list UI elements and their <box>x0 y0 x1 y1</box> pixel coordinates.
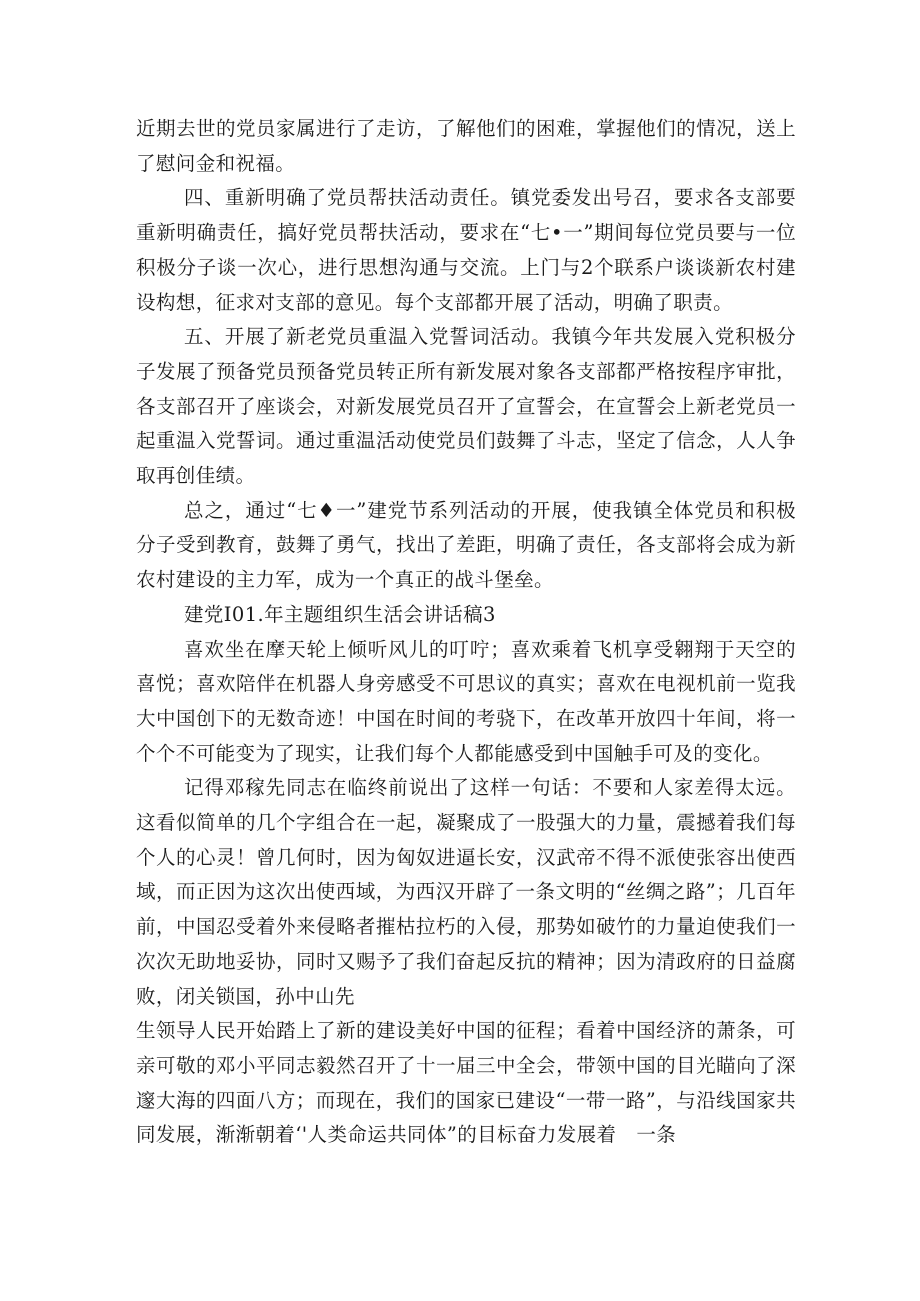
paragraph-summary: 总之，通过“七♦一”建党节系列活动的开展，使我镇全体党员和积极分子受到教育，鼓舞了勇气，找出了差距，明确了责任，各支部将会成为新农村建设的主力军，成为一个真正的战斗堡垒。 <box>136 498 796 592</box>
paragraph-continued: 近期去世的党员家属进行了走访，了解他们的困难，掌握他们的情况，送上了慰问金和祝福。 <box>136 117 796 175</box>
paragraph-history: 记得邓稼先同志在临终前说出了这样一句话：不要和人家差得太远。这看似简单的几个字组合在一起，凝聚成了一股强大的力量，震撼着我们每个人的心灵！曾几何时，因为匈奴进逼长安，汉武帝不得不派使张容出使西域，而正因为这次出使西域，为西汉开辟了一条文明的“丝绸之路”；几百年前，中国忍受着外来侵略者摧枯拉朽的入侵，那势如破竹的力量迫使我们一次次无助地妥协，同时又赐予了我们奋起反抗的精神；因为清政府的日益腐败，闭关锁国，孙中山先 <box>136 776 796 1008</box>
paragraph-speech-intro: 喜欢坐在摩天轮上倾听风儿的叮咛；喜欢乘着飞机享受翱翔于天空的喜悦；喜欢陪伴在机器人身旁感受不可思议的真实；喜欢在电视机前一览我大中国创下的无数奇迹！中国在时间的考骁下，在改革开放四十年间，将一个个不可能变为了现实，让我们每个人都能感受到中国触手可及的变化。 <box>136 637 796 765</box>
paragraph-section-five: 五、开展了新老党员重温入党誓词活动。我镇今年共发展入党积极分子发展了预备党员预备党员转正所有新发展对象各支部都严格按程序审批，各支部召开了座谈会，对新发展党员召开了宣誓会，在宣誓会上新老党员一起重温入党誓词。通过重温活动使党员们鼓舞了斗志，坚定了信念，人人争取再创佳绩。 <box>136 325 796 488</box>
document-body <box>136 112 796 1153</box>
section-heading: 建党I01.年主题组织生活会讲话稿3 <box>184 602 496 626</box>
paragraph-history-continued: 生领导人民开始踏上了新的建设美好中国的征程；看着中国经济的萧条，可亲可敬的邓小平同志毅然召开了十一届三中全会，带领中国的目光瞄向了深邃大海的四面八方；而现在，我们的国家已建设“一带一路”，与沿线国家共同发展，渐渐朝着‘'人类命运共同体”的目标奋力发展着 一条 <box>136 1019 796 1147</box>
paragraph-section-four: 四、重新明确了党员帮扶活动责任。镇党委发出号召，要求各支部要重新明确责任，搞好党员帮扶活动，要求在“七•一”期间每位党员要与一位积极分子谈一次心，进行思想沟通与交流。上门与2个联系户谈谈新农村建设构想，征求对支部的意见。每个支部都开展了活动，明确了职责。 <box>136 186 796 314</box>
